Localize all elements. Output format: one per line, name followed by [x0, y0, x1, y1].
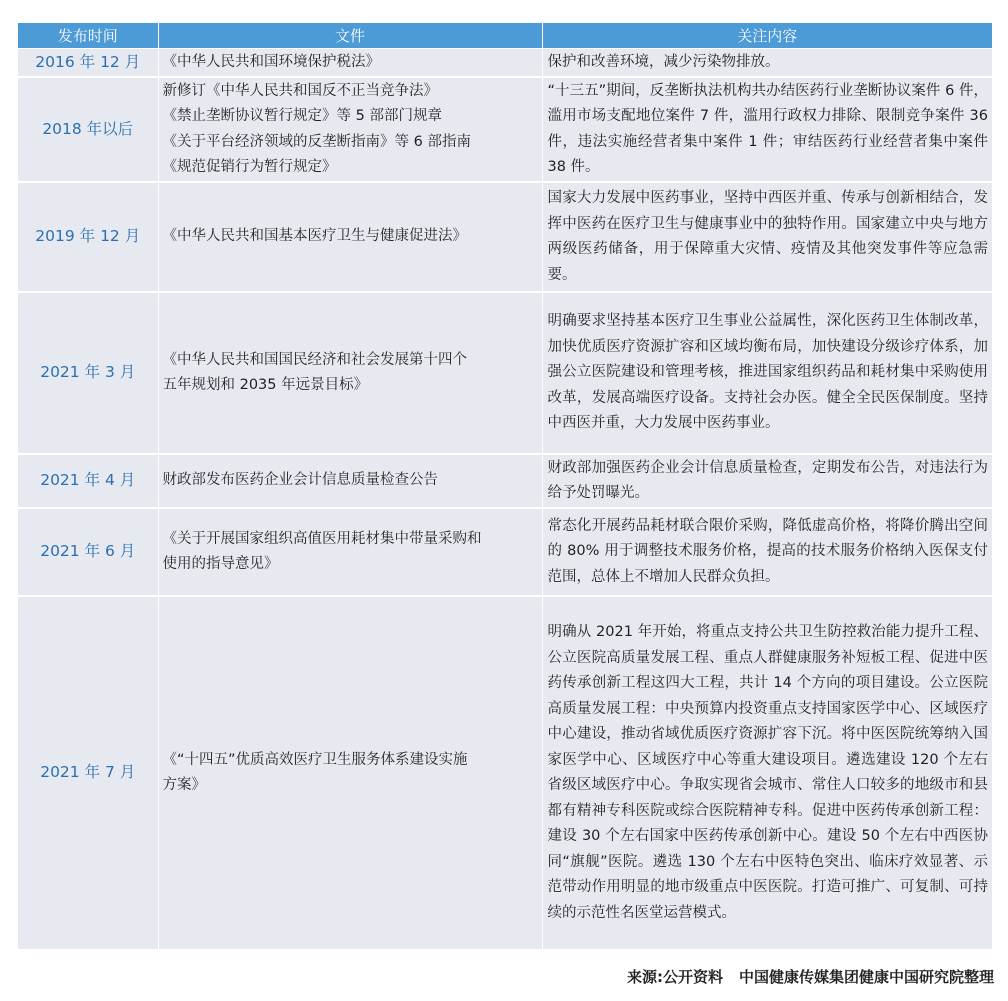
policy-table	[18, 23, 992, 951]
table-row	[18, 77, 992, 182]
table-row	[18, 49, 992, 78]
row-focus: 财政部加强医药企业会计信息质量检查，定期发布公告，对违法行为给予处罚曝光。	[542, 454, 992, 508]
row-date: 2021 年 3 月	[18, 292, 158, 454]
row-document	[158, 182, 542, 292]
policy-table-container	[18, 23, 992, 951]
document-line: 《中华人民共和国环境保护税法》	[162, 53, 380, 70]
row-focus: 保护和改善环境，减少污染物排放。	[542, 49, 992, 78]
row-document	[158, 454, 542, 508]
document-line: 《关于开展国家组织高值医用耗材集中带量采购和	[162, 530, 482, 547]
source-note	[627, 966, 994, 987]
document-line: 《“十四五”优质高效医疗卫生服务体系建设实施	[162, 751, 468, 768]
source-organization: 中国健康传媒集团健康中国研究院整理	[738, 968, 994, 986]
document-line: 方案》	[162, 777, 206, 793]
table-row	[18, 508, 992, 596]
column-header-document: 文件	[158, 23, 542, 49]
column-header-date: 发布时间	[18, 23, 158, 49]
row-date: 2018 年以后	[18, 77, 158, 182]
source-label: 来源:公开资料	[626, 968, 723, 986]
row-date: 2016 年 12 月	[18, 49, 158, 78]
document-line: 《中华人民共和国基本医疗卫生与健康促进法》	[162, 228, 467, 245]
row-date: 2019 年 12 月	[18, 182, 158, 292]
table-row	[18, 596, 992, 950]
column-header-focus: 关注内容	[542, 23, 992, 49]
document-line: 《中华人民共和国国民经济和社会发展第十四个	[162, 351, 467, 368]
row-focus: 国家大力发展中医药事业，坚持中西医并重、传承与创新相结合，发挥中医药在医疗卫生与健康事业中的独特作用。国家建立中央与地方两级医药储备，用于保障重大灾情、疫情及其他突发事件等应急需要。	[542, 182, 992, 292]
row-focus: 明确要求坚持基本医疗卫生事业公益属性，深化医药卫生体制改革，加快优质医疗资源扩容和区域均衡布局，加快建设分级诊疗体系，加强公立医院建设和管理考核，推进国家组织药品和耗材集中采购使用改革，发展高端医疗设备。支持社会办医。健全全民医保制度。坚持中西医并重，大力发展中医药事业。	[542, 292, 992, 454]
document-line: 《规范促销行为暂行规定》	[162, 159, 337, 175]
document-line: 新修订《中华人民共和国反不正当竞争法》	[162, 82, 438, 99]
row-focus: “十三五”期间，反垄断执法机构共办结医药行业垄断协议案件 6 件，滥用市场支配地位案件 7 件，滥用行政权力排除、限制竞争案件 36 件，违法实施经营者集中案件 1 件；审结医药行业经营者集中案件 38 件。	[542, 77, 992, 182]
row-document	[158, 596, 542, 950]
document-line: 五年规划和 2035 年远景目标》	[162, 377, 369, 393]
row-document	[158, 508, 542, 596]
table-row	[18, 454, 992, 508]
document-line: 使用的指导意见》	[162, 556, 279, 572]
row-document	[158, 49, 542, 78]
row-date: 2021 年 6 月	[18, 508, 158, 596]
document-line: 《关于平台经济领域的反垄断指南》等 6 部指南	[162, 133, 471, 150]
row-focus: 明确从 2021 年开始，将重点支持公共卫生防控救治能力提升工程、公立医院高质量发展工程、重点人群健康服务补短板工程、促进中医药传承创新工程这四大工程，共计 14 个方向的项目建设。公立医院高质量发展工程：中央预算内投资重点支持国家医学中心、区域医疗中心建设，推动省域优质医疗资源扩容下沉。将中医医院统筹纳入国家医学中心、区域医疗中心等重大建设项目。遴选建设 120 个左右省级区域医疗中心。争取实现省会城市、常住人口较多的地级市和县都有精神专科医院或综合医院精神专科。促进中医药传承创新工程：建设 30 个左右国家中医药传承创新中心。建设 50 个左右中西医协同“旗舰”医院。遴选 130 个左右中医特色突出、临床疗效显著、示范带动作用明显的地市级重点中医医院。打造可推广、可复制、可持续的示范性名医堂运营模式。	[542, 596, 992, 950]
table-row	[18, 292, 992, 454]
row-document	[158, 292, 542, 454]
table-header-row	[18, 23, 992, 49]
row-document	[158, 77, 542, 182]
document-line: 财政部发布医药企业会计信息质量检查公告	[162, 472, 438, 489]
row-date: 2021 年 4 月	[18, 454, 158, 508]
row-date: 2021 年 7 月	[18, 596, 158, 950]
document-line: 《禁止垄断协议暂行规定》等 5 部部门规章	[162, 108, 442, 124]
row-focus: 常态化开展药品耗材联合限价采购，降低虚高价格，将降价腾出空间的 80% 用于调整技术服务价格，提高的技术服务价格纳入医保支付范围，总体上不增加人民群众负担。	[542, 508, 992, 596]
table-row	[18, 182, 992, 292]
